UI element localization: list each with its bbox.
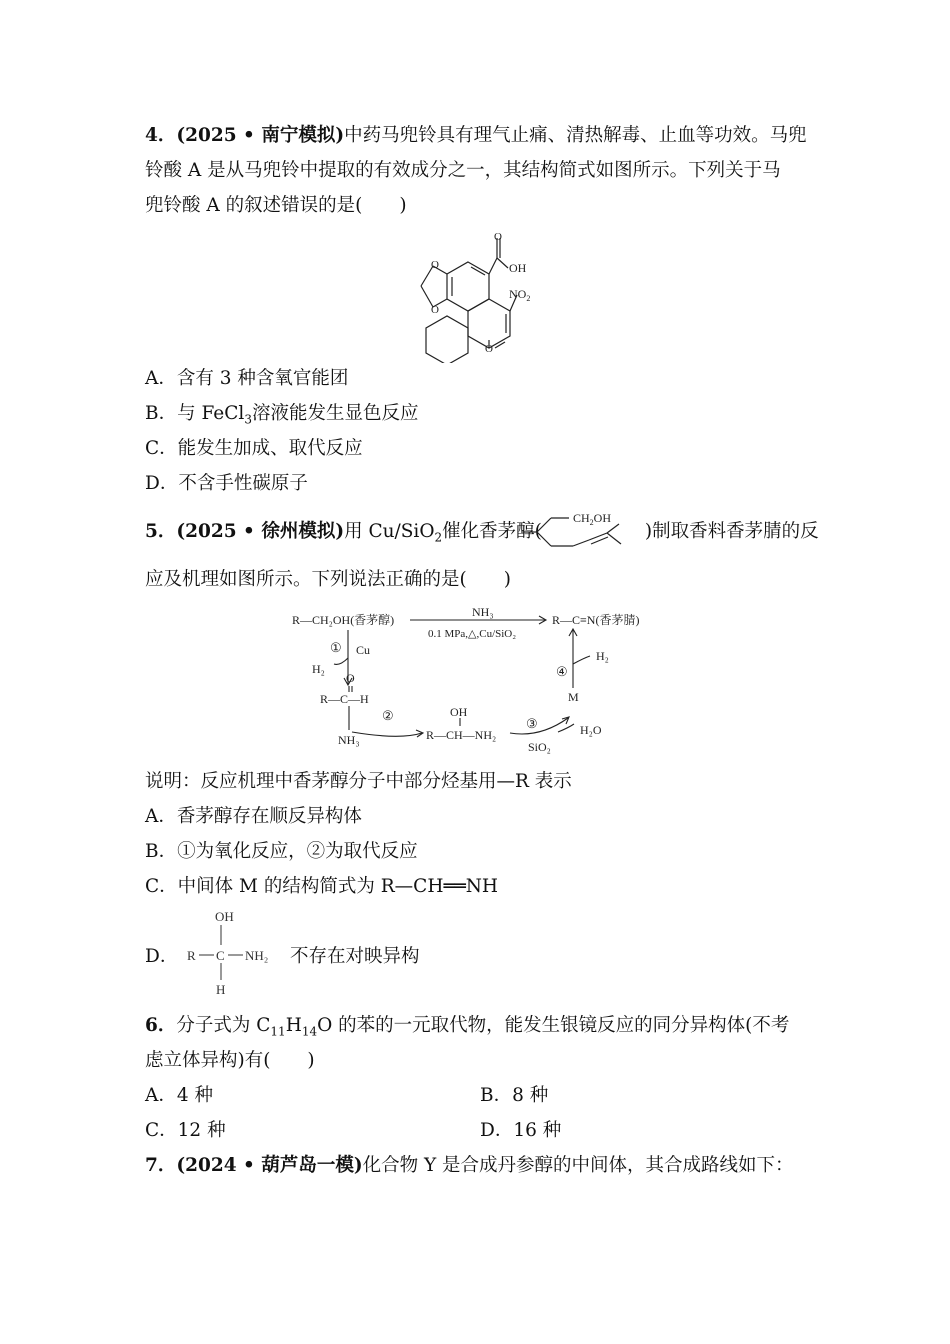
q5-source: (2025 • 徐州模拟) — [176, 521, 345, 542]
scheme-h2-right: H₂ — [596, 649, 609, 663]
q4-line-1 — [145, 123, 807, 149]
q5-option-c: C．中间体 M 的结构简式为 R—CH══NH — [145, 876, 499, 897]
d-struct-h: H — [216, 982, 226, 997]
q5-option-b: B．①为氧化反应，②为取代反应 — [145, 841, 418, 862]
inline-oh: OH — [593, 511, 612, 525]
q4-stem-2: 铃酸 A 是从马兜铃中提取的有效成分之一，其结构简式如图所示。下列关于马 — [145, 160, 781, 181]
q5-stem-sub: 2 — [434, 530, 443, 545]
scheme-step-4: ④ — [556, 664, 568, 679]
q7-stem: 化合物 Y 是合成丹参醇的中间体，其合成路线如下： — [362, 1155, 794, 1176]
q6-stem-pre: 分子式为 C — [176, 1015, 271, 1036]
scheme-start: R—CH₂OH(香茅醇) — [292, 613, 395, 627]
scheme-step-2: ② — [382, 708, 394, 723]
q6-sub-2: 14 — [301, 1024, 318, 1039]
q4-option-b-sub: 3 — [244, 412, 252, 427]
q7-line-1 — [145, 1153, 794, 1179]
q6-option-c: C．12 种 — [145, 1120, 226, 1141]
d-struct-oh: OH — [215, 909, 234, 924]
scheme-reagent-top: NH₃ — [472, 605, 494, 619]
q5-option-a: A．香茅醇存在顺反异构体 — [145, 806, 362, 827]
reaction-mechanism-scheme — [290, 600, 670, 755]
scheme-reagent-bottom: 0.1 MPa,△,Cu/SiO₂ — [428, 628, 517, 640]
aristolochic-acid-structure — [405, 228, 555, 363]
svg-text:NO2 — [509, 287, 530, 303]
scheme-cu: Cu — [356, 643, 371, 657]
q6-line-1 — [145, 1013, 789, 1039]
scheme-nh3: NH₃ — [338, 733, 360, 747]
q6-option-d: D．16 种 — [480, 1120, 562, 1141]
q4-option-b-post: 溶液能发生显色反应 — [251, 403, 419, 424]
q6-sub-1: 11 — [270, 1024, 286, 1039]
q4-stem-3: 兜铃酸 A 的叙述错误的是( ) — [145, 195, 407, 216]
q5-stem-2: 应及机理如图所示。下列说法正确的是( ) — [145, 569, 511, 590]
q4-source: (2025 • 南宁模拟) — [176, 125, 345, 146]
scheme-sio2: SiO₂ — [528, 740, 551, 754]
q6-number: 6． — [145, 1015, 177, 1036]
svg-text:CH2OH — [573, 511, 611, 527]
q6-stem-2: 虑立体异构)有( ) — [145, 1050, 315, 1071]
svg-text:O: O — [431, 259, 439, 271]
inline-ch2-sub: 2 — [589, 518, 594, 527]
inline-ch2: CH — [573, 511, 590, 525]
q5-stem-post: )制取香料香茅腈的反 — [644, 521, 819, 542]
scheme-product: R—C≡N(香茅腈) — [552, 613, 640, 627]
d-struct-nh2: NH₂ — [245, 948, 269, 963]
scheme-o-atom: O — [346, 671, 355, 685]
q5-stem-pre: 用 Cu/SiO — [344, 521, 435, 542]
q6-option-a: A．4 种 — [145, 1085, 214, 1106]
d-struct-r: R — [187, 948, 196, 963]
option-d-structure — [183, 903, 283, 998]
scheme-step-3: ③ — [526, 716, 538, 731]
scheme-h2-left: H₂ — [312, 662, 325, 676]
scheme-intermediate: R—CH—NH₂ — [426, 728, 497, 742]
d-struct-c: C — [216, 948, 225, 963]
scheme-aldehyde: R—C—H — [320, 692, 369, 706]
q5-line-1 — [145, 519, 819, 545]
q5-option-d-text: 不存在对映异构 — [290, 946, 420, 967]
scheme-step-1: ① — [330, 640, 342, 655]
q4-option-b — [145, 401, 418, 427]
q6-stem-post: O 的苯的一元取代物，能发生银镜反应的同分异构体(不考 — [317, 1015, 790, 1036]
q4-option-b-pre: B．与 FeCl — [145, 403, 245, 424]
svg-text:O: O — [485, 343, 493, 355]
scheme-m: M — [568, 690, 579, 704]
q4-struct-oh: OH — [509, 261, 527, 275]
q6-option-b: B．8 种 — [480, 1085, 549, 1106]
svg-text:O: O — [431, 304, 439, 316]
q7-source: (2024 • 葫芦岛一模) — [176, 1155, 363, 1176]
q4-struct-no2: NO — [509, 287, 527, 301]
q4-struct-no2-sub: 2 — [526, 294, 531, 303]
q5-stem-mid: 催化香茅醇( — [442, 521, 542, 542]
q5-option-d-label: D． — [145, 946, 179, 967]
q7-number: 7． — [145, 1155, 177, 1176]
q6-mid: H — [285, 1015, 302, 1036]
q4-option-a: A．含有 3 种含氧官能团 — [145, 368, 349, 389]
q4-stem-1: 中药马兜铃具有理气止痛、清热解毒、止血等功效。马兜 — [344, 125, 807, 146]
q5-note: 说明：反应机理中香茅醇分子中部分烃基用—R 表示 — [145, 771, 572, 792]
svg-text:O: O — [494, 231, 502, 243]
q4-option-d: D．不含手性碳原子 — [145, 473, 308, 494]
q5-number: 5． — [145, 521, 177, 542]
citronellol-inline-structure — [517, 502, 627, 552]
q4-option-c: C．能发生加成、取代反应 — [145, 438, 363, 459]
scheme-h2o: H₂O — [580, 723, 602, 737]
q4-number: 4． — [145, 125, 177, 146]
scheme-oh-atom: OH — [450, 705, 468, 719]
